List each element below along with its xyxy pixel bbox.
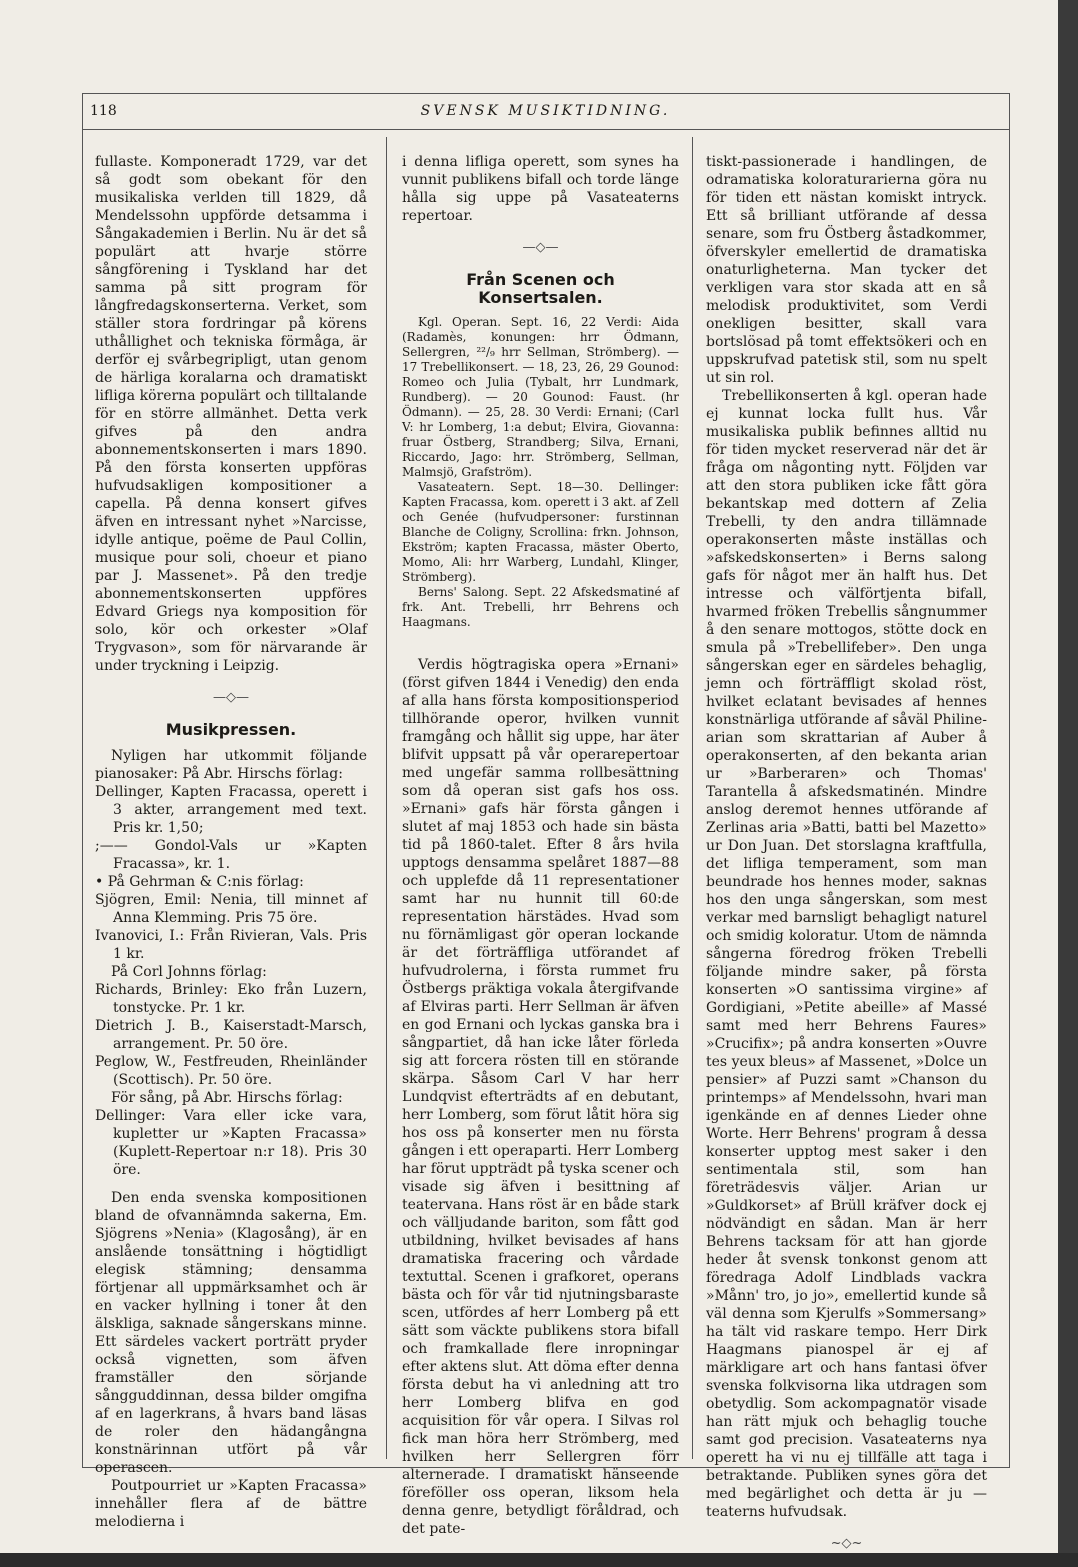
listing-paragraph: Vasateatern. Sept. 18—30. Dellinger: Kapten Fracassa, kom. operett i 3 akt. af Zell och Genée (hufvudpersoner: furstinnan Blanche de Coligny, Scrollina: frkn. Johnson, Ekström; kapten Fracassa, mäster Oberto, Momo, Ali: hrr Warberg, Lundahl, Klinger, Strömberg).: [402, 480, 679, 584]
paragraph: Nyligen har utkommit följande pianosaker: På Abr. Hirschs förlag:: [95, 748, 367, 782]
column-rule: [692, 137, 693, 1459]
paragraph: i denna lifliga operett, som synes ha vunnit publikens bifall och torde länge hålla sig uppe på Vasateaterns repertoar.: [402, 154, 679, 224]
ornament-divider: ~◇~: [830, 1536, 863, 1551]
section-heading: Musikpressen.: [165, 720, 297, 739]
paragraph: Verdis högtragiska opera »Ernani» (först gifven 1844 i Venedig) den enda af alla hans första kompositionsperiod tillhörande operor, hvilken vunnit framgång och hållit sig uppe, har äter blifvit uppsatt på vår operarepertoar med ungefär samma rollbesättning som då operan sist gafs hos oss. »Ernani» gafs här första gången i slutet af maj 1853 och hade sin bästa tid på 1860-talet. Efter 8 års hvila upptogs densamma spelåret 1887—88 och upplefde då 11 representationer samt har nu hunnit till 60:de representation härstädes. Hvad som nu förnämligast gör operan lockande är det förträffliga utförandet af hufvudrolerna, i första rummet fru Östbergs präktiga vokala återgifvande af Elviras parti. Herr Sellman är äfven en god Ernani och lyckas ganska bra i sångpartiet, då han icke låter förleda sig att forcera rösten till en störande skärpa. Såsom Carl V har herr Lundqvist efterträdts af en debutant, herr Lomberg, som förut låtit höra sig hos oss på konserter men nu första gången i ett operaparti. Herr Lomberg har förut uppträdt på tyska scener och visade sig äfven i besittning af teatervana. Hans röst är en både stark och välljudande bariton, som fått god utbildning, hvilket bevisades af hans dramatiska fracering och vårdade textuttal. Scenen i grafkoret, operans bästa och för vår tid njutningsbaraste scen, utfördes af herr Lomberg på ett sätt som väckte publikens stora bifall och framkallade flere inropningar efter aktens slut. Att döma efter denna första debut ha vi anledning att tro herr Lomberg blifva en god acquisition för vår opera. I Silvas rol fick man höra herr Strömberg, med hvilken herr Sellergren förr alternerade. I dramatiskt hänseende föreföller oss operan, liksom hela denna genre, betydligt föråldrad, och det pate-: [402, 657, 679, 1537]
running-head: SVENSK MUSIKTIDNING.: [420, 103, 671, 119]
column-3: [706, 153, 987, 1567]
list-item: Dellinger: Vara eller icke vara, kupletter ur »Kapten Fracassa» (Kuplett-Repertoar n:r 18). Pris 30 öre.: [95, 1108, 367, 1178]
paragraph: Trebellikonserten å kgl. operan hade ej kunnat locka fullt hus. Vår musikaliska publik befinnes alltid nu för tiden mycket reserverad när det är fråga om någonting nytt. Följden var att den stora publiken icke fått göra bekantskap med dottern af Zelia Trebelli, ty den andra tillämnade operakonserten måste inställas och »afskedskonserten» i Berns salong gafs för något mer än halft hus. Det intresse och välförtjenta bifall, hvarmed fröken Trebellis sångnummer å den senare mottogos, stötte dock en smula på »Trebellifeber». Den unga sångerskan eger en särdeles behaglig, jemn och förträffligt skolad röst, hvilket eclatant bevisades af hennes konstnärliga utförande af såväl Philine-arian som skrattarian af Auber å operakonserten, af den bekanta arian ur »Barberaren» och Thomas' Tarantella å afskedsmatinén. Mindre anslog deremot hennes utförande af Zerlinas aria »Batti, batti bel Mazetto» ur Don Juan. Det storslagna kraftfulla, det lifliga temperament, som man beundrade hos hennes moder, saknas hos den unga sångerskan, som mest verkar med barnsligt behagligt naturel och smidig koloratur. Utom de nämnda sångerna föredrog fröken Trebelli följande mindre saker, på första konserten »O santissima virgine» af Gordigiani, »Petite abeille» af Massé samt med herr Behrens Faures» »Crucifix»; på andra konserten »Ouvre tes yeux bleus» af Massenet, »Dolce un pensier» af Puzzi samt »Chanson du printemps» af Mendelssohn, hvari man igenkände en af dennes Lieder ohne Worte. Herr Behrens' program å dessa konserter upptog mest saker i den sentimentala stil, som han företrädesvis väljer. Arian ur »Guldkorset» af Brüll kräfver dock ej nödvändigt en sådan. Man är herr Behrens tacksam för att han gjorde heder åt svensk tonkonst genom att föredraga Adolf Lindblads vackra »Månn' tro, jo jo», emellertid kunde så väl denna som Kjerulfs »Sommersang» ha tält vid raskare tempo. Herr Dirk Haagmans pianospel är ej af märkligare art och hans fantasi öfver svenska folkvisorna lika utdragen som obetydlig. Som ackompagnatör visade han rätt mjuk och behaglig touche samt god precision. Vasateaterns nya operett ha vi nu ej tillfälle att taga i betraktande. Publiken synes göra det med begärlighet och detta är ju — teaterns hufvudsak.: [706, 388, 987, 1520]
list-item: Richards, Brinley: Eko från Luzern, tonstycke. Pr. 1 kr.: [95, 982, 367, 1016]
paragraph: Poutpourriet ur »Kapten Fracassa» innehåller flera af de bättre melodierna i: [95, 1478, 367, 1530]
list-item: Ivanovici, I.: Från Rivieran, Vals. Pris 1 kr.: [95, 928, 367, 962]
column-1: [95, 153, 367, 1531]
column-2: [402, 153, 679, 1538]
page-header: [82, 97, 1009, 130]
list-item: Peglow, W., Festfreuden, Rheinländer (Scottisch). Pr. 50 öre.: [95, 1054, 367, 1088]
paragraph: På Corl Johnns förlag:: [111, 964, 267, 980]
section-heading: Från Scenen och Konsertsalen.: [466, 270, 615, 307]
list-item: Dellinger, Kapten Fracassa, operett i 3 akter, arrangement med text. Pris kr. 1,50;: [95, 784, 367, 836]
list-item: Sjögren, Emil: Nenia, till minnet af Anna Klemming. Pris 75 öre.: [95, 892, 367, 926]
ornament-divider: —◇—: [213, 690, 249, 705]
paragraph: • På Gehrman & C:nis förlag:: [95, 874, 304, 890]
listing-paragraph: Kgl. Operan. Sept. 16, 22 Verdi: Aida (Radamès, konungen: hrr Ödmann, Sellergren, ²²/₉ hrr Sellman, Strömberg). — 17 Trebellikonsert. — 18, 23, 26, 29 Gounod: Romeo och Julia (Tybalt, hrr Lundmark, Rundberg). — 20 Gounod: Faust. (hr Ödmann). — 25, 28. 30 Verdi: Ernani; (Carl V: hr Lomberg, 1:a debut; Elvira, Giovanna: fruar Östberg, Strandberg; Silva, Ernani, Riccardo, Jago: hrr. Strömberg, Sellman, Malmsjö, Grafström).: [402, 315, 679, 479]
page-edge-shadow: [1058, 0, 1078, 1553]
paragraph: För sång, på Abr. Hirschs förlag:: [111, 1090, 343, 1106]
column-rule: [386, 137, 387, 1459]
listing-paragraph: Berns' Salong. Sept. 22 Afskedsmatiné af frk. Ant. Trebelli, hrr Behrens och Haagmans.: [402, 585, 679, 629]
page-number: 118: [90, 103, 117, 119]
paragraph: Den enda svenska kompositionen bland de ofvannämnda sakerna, Em. Sjögrens »Nenia» (Klagosång), är en anslående tonsättning i högtidligt elegisk stämning; densamma förtjenar all uppmärksamhet och är en vacker hyllning i toner åt den älskliga, saknade sångerskans minne. Ett särdeles vackert porträtt pryder också vignetten, som äfven framställer den sörjande sångguddinnan, dessa bilder omgifna af en lagerkrans, å hvars band läsas de roler den hädangångna konstnärinnan utfört på vår operascen.: [95, 1190, 367, 1476]
paragraph: tiskt-passionerade i handlingen, de odramatiska koloraturarierna göra nu för tiden ett nästan komiskt intryck. Ett så brilliant utförande af dessa senare, som fru Östberg åstadkommer, öfverskyler emellertid de dramatiska onaturligheterna. Man tycker det verkligen vara stor skada att en så melodisk produktivitet, som Verdi onekligen besitter, skall vara bortslösad på tomt effektsökeri och en uppskrufvad patetisk stil, som nu spelt ut sin rol.: [706, 154, 987, 386]
paragraph: fullaste. Komponeradt 1729, var det så godt som obekant för den musikaliska verlden till 1829, då Mendelssohn uppförde detsamma i Sångakademien i Berlin. Nu är det så populärt att hvarje större sångförening i Tyskland har det samma på sitt program för långfredagskonserterna. Verket, som ställer stora fordringar på körens uthållighet och tekniska förmåga, är derför ej svårbegripligt, utan genom de härliga koralarna och dramatiskt lifliga körerna populärt och tilltalande för en större allmänhet. Detta verk gifves på den andra abonnementskonserten i mars 1890. På den första konserten uppföras hufvudsakligen kompositioner a capella. På denna konsert gifves äfven en intressant nyhet »Narcisse, idylle antique, poëme de Paul Collin, musique pour soli, choeur et piano par J. Massenet». På den tredje abonnementskonserten uppföres Edvard Griegs nya komposition för solo, kör och orkester »Olaf Trygvason», som för närvarande är under tryckning i Leipzig.: [95, 154, 367, 674]
list-item: ;—— Gondol-Vals ur »Kapten Fracassa», kr. 1.: [95, 838, 367, 872]
list-item: Dietrich J. B., Kaiserstadt-Marsch, arrangement. Pr. 50 öre.: [95, 1018, 367, 1052]
ornament-divider: —◇—: [522, 240, 559, 255]
